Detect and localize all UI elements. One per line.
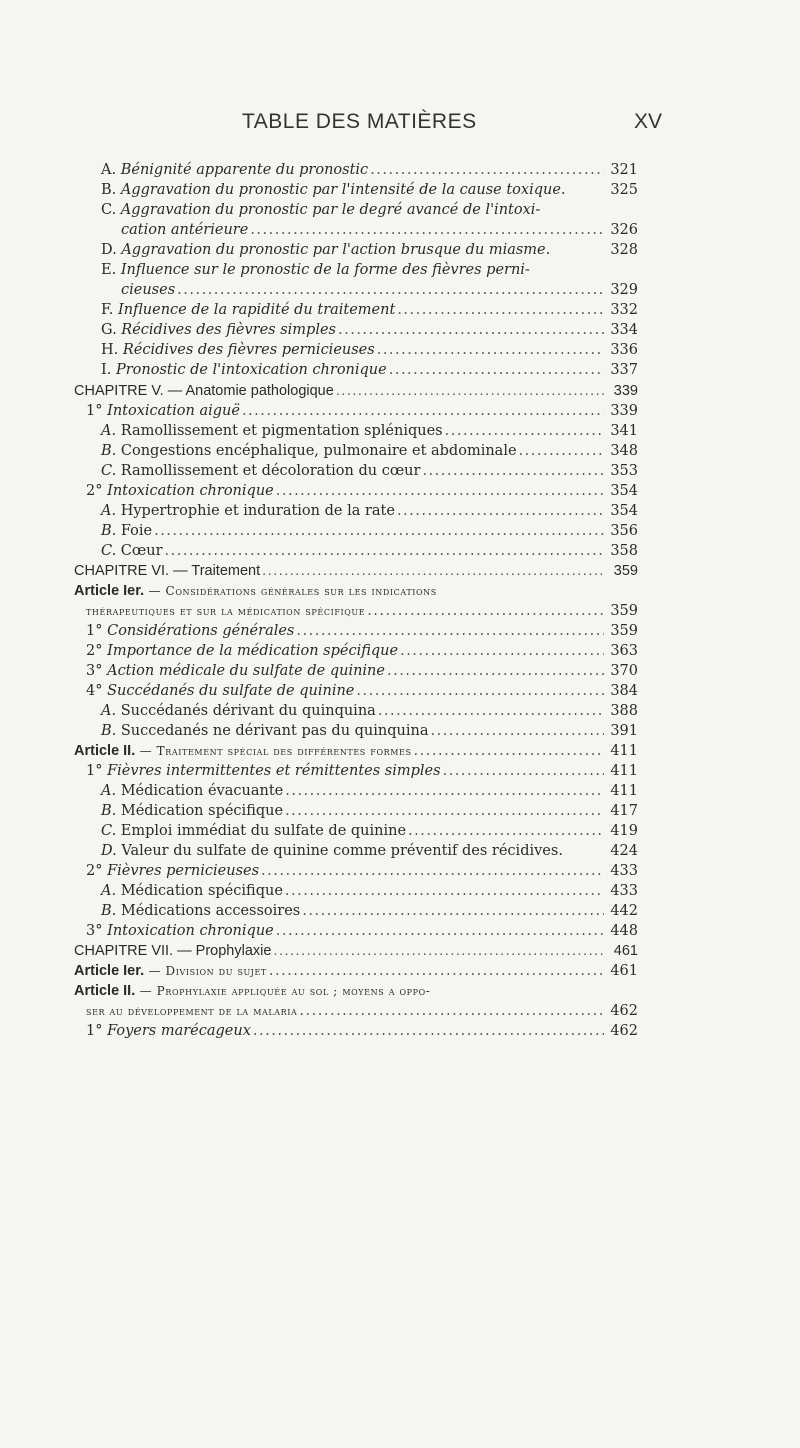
dot-leader (299, 1001, 604, 1021)
entry-page: 417 (610, 803, 638, 819)
entry-page: 461 (613, 943, 638, 959)
entry-label: 4° (86, 683, 103, 699)
entry-text: Foie (120, 523, 153, 539)
dot-leader (370, 160, 604, 180)
toc-entry (0, 621, 800, 641)
entry-label: 1° (86, 623, 103, 639)
toc-entry (0, 901, 800, 921)
entry-text: Valeur du sulfate de quinine comme préventif des récidives. (121, 843, 563, 859)
entry-page: 341 (610, 423, 638, 439)
entry-page: 359 (610, 603, 638, 619)
page-number: XV (634, 110, 663, 133)
entry-label: B. (101, 723, 117, 739)
entry-page: 359 (610, 623, 638, 639)
entry-text: Aggravation du pronostic par l'action brusque du miasme. (121, 242, 551, 258)
toc-entry (0, 661, 800, 681)
toc-entry (0, 761, 800, 781)
entry-label: 3° (86, 663, 103, 679)
toc-entry (0, 641, 800, 661)
chapter-label: CHAPITRE VII. — (74, 943, 196, 959)
entry-text: Succedanés ne dérivant pas du quinquina (120, 723, 429, 739)
entry-text: Action médicale du sulfate de quinine (107, 663, 385, 679)
dot-leader (367, 601, 604, 621)
dot-leader (356, 681, 604, 701)
dot-leader (165, 541, 605, 561)
entry-text: Bénignité apparente du pronostic (120, 162, 369, 178)
article-title: — Traitement spécial des différentes formes (135, 744, 412, 758)
dot-leader (276, 921, 604, 941)
entry-page: 332 (610, 302, 638, 318)
toc-chapter (0, 561, 800, 581)
dot-leader (302, 901, 604, 921)
entry-text: Aggravation du pronostic par l'intensité de la cause toxique. (120, 182, 566, 198)
entry-page: 411 (610, 743, 638, 759)
toc-entry (0, 501, 800, 521)
entry-page: 370 (610, 663, 638, 679)
entry-text: Importance de la médication spécifique (107, 643, 399, 659)
article-title: — Prophylaxie appliquée au sol ; moyens a oppo- (135, 984, 431, 998)
entry-page: 448 (610, 923, 638, 939)
entry-text: Pronostic de l'intoxication chronique (115, 362, 387, 378)
entry-page: 363 (610, 643, 638, 659)
entry-label: D. (101, 843, 117, 859)
toc-entry (0, 180, 800, 200)
entry-label: A. (101, 423, 117, 439)
dot-leader (338, 320, 604, 340)
dot-leader (408, 821, 604, 841)
entry-page: 419 (610, 823, 638, 839)
article-label: Article II. (74, 743, 136, 759)
entry-label: 1° (86, 403, 103, 419)
entry-page: 433 (610, 863, 638, 879)
entry-page: 462 (610, 1003, 638, 1019)
dot-leader (377, 340, 604, 360)
toc-entry (0, 300, 800, 320)
entry-label: A. (101, 162, 117, 178)
entry-label: C. (101, 202, 117, 218)
dot-leader (177, 280, 604, 300)
dot-leader (445, 421, 604, 441)
running-title: TABLE DES MATIÈRES (242, 110, 477, 133)
dot-leader (269, 961, 604, 981)
entry-label: 1° (86, 1023, 103, 1039)
toc-entry (0, 721, 800, 741)
toc-entry (0, 821, 800, 841)
entry-label: B. (101, 903, 117, 919)
entry-page: 354 (610, 483, 638, 499)
toc-article (0, 961, 800, 981)
chapter-title: Prophylaxie (195, 943, 272, 959)
entry-label: D. (101, 242, 117, 258)
toc-entry (0, 340, 800, 360)
toc-entry (0, 360, 800, 380)
toc-entry (0, 841, 800, 861)
entry-label: A. (101, 703, 117, 719)
article-title-continued: ser au développement de la malaria (86, 1004, 298, 1018)
toc-entry (0, 861, 800, 881)
entry-text: Intoxication chronique (107, 483, 274, 499)
chapter-label: CHAPITRE V. — (74, 383, 186, 399)
entry-text: Influence de la rapidité du traitement (118, 302, 396, 318)
entry-text: Fièvres intermittentes et rémittentes simples (107, 763, 441, 779)
entry-label: C. (101, 823, 117, 839)
entry-label: B. (101, 803, 117, 819)
dot-leader (387, 661, 604, 681)
toc-entry (0, 461, 800, 481)
toc-entry (0, 881, 800, 901)
entry-text: Médication évacuante (120, 783, 284, 799)
dot-leader (154, 521, 604, 541)
entry-page: 329 (610, 282, 638, 298)
toc-entry-line1 (0, 200, 800, 220)
entry-text: Médication spécifique (120, 883, 283, 899)
entry-page: 384 (610, 683, 638, 699)
toc-entry (0, 481, 800, 501)
entry-label: C. (101, 543, 117, 559)
entry-text: Cœur (120, 543, 163, 559)
toc-chapter (0, 381, 800, 401)
entry-label: C. (101, 463, 117, 479)
entry-page: 354 (610, 503, 638, 519)
entry-page: 321 (610, 162, 638, 178)
toc-article (0, 601, 800, 621)
entry-page: 336 (610, 342, 638, 358)
toc-entry (0, 521, 800, 541)
entry-page: 348 (610, 443, 638, 459)
entry-text: Récidives des fièvres simples (121, 322, 336, 338)
dot-leader (422, 461, 604, 481)
entry-label: 1° (86, 763, 103, 779)
entry-page: 339 (613, 383, 638, 399)
dot-leader (253, 1021, 604, 1041)
article-label: Article Ier. (74, 583, 145, 599)
toc-entry (0, 220, 800, 240)
toc-article-line1 (0, 581, 800, 601)
entry-text: Récidives des fièvres pernicieuses (122, 342, 375, 358)
entry-text: Ramollissement et décoloration du cœur (120, 463, 421, 479)
entry-text: Intoxication aiguë (107, 403, 240, 419)
toc-entry (0, 160, 800, 180)
dot-leader (397, 300, 604, 320)
entry-page: 462 (610, 1023, 638, 1039)
dot-leader (400, 641, 604, 661)
entry-text: Succédanés dérivant du quinquina (120, 703, 376, 719)
entry-page: 388 (610, 703, 638, 719)
entry-page: 461 (610, 963, 638, 979)
chapter-label: CHAPITRE VI. — (74, 563, 192, 579)
toc-entry-line1 (0, 260, 800, 280)
article-title: — Division du sujet (144, 964, 267, 978)
entry-text: Considérations générales (107, 623, 295, 639)
entry-page: 411 (610, 763, 638, 779)
entry-page: 326 (610, 222, 638, 238)
entry-label: A. (101, 503, 117, 519)
entry-text-continued: cation antérieure (121, 222, 249, 238)
entry-text: Intoxication chronique (107, 923, 274, 939)
toc-article (0, 741, 800, 761)
dot-leader (250, 220, 604, 240)
toc-entry (0, 280, 800, 300)
entry-label: I. (101, 362, 112, 378)
dot-leader (296, 621, 604, 641)
toc-chapter (0, 941, 800, 961)
entry-text: Succédanés du sulfate de quinine (107, 683, 355, 699)
entry-page: 337 (610, 362, 638, 378)
entry-text: Emploi immédiat du sulfate de quinine (120, 823, 407, 839)
entry-page: 334 (610, 322, 638, 338)
article-title-continued: thérapeutiques et sur la médication spécifique (86, 604, 366, 618)
entry-page: 442 (610, 903, 638, 919)
toc-entry (0, 1021, 800, 1041)
entry-text: Fièvres pernicieuses (107, 863, 260, 879)
entry-page: 325 (610, 182, 638, 198)
entry-text: Médication spécifique (120, 803, 284, 819)
dot-leader (285, 881, 604, 901)
dot-leader (336, 381, 604, 401)
dot-leader (262, 561, 604, 581)
entry-label: B. (101, 182, 117, 198)
toc-entry (0, 681, 800, 701)
entry-page: 353 (610, 463, 638, 479)
toc-entry (0, 921, 800, 941)
toc-article (0, 1001, 800, 1021)
entry-text: Congestions encéphalique, pulmonaire et abdominale (120, 443, 517, 459)
entry-label: A. (101, 783, 117, 799)
entry-text: Influence sur le pronostic de la forme des fièvres perni- (120, 262, 530, 278)
article-label: Article Ier. (74, 963, 145, 979)
entry-label: B. (101, 443, 117, 459)
entry-page: 391 (610, 723, 638, 739)
dot-leader (285, 781, 604, 801)
entry-label: B. (101, 523, 117, 539)
entry-page: 424 (610, 843, 638, 859)
entry-page: 356 (610, 523, 638, 539)
dot-leader (519, 441, 604, 461)
entry-text: Ramollissement et pigmentation spléniques (120, 423, 443, 439)
entry-label: 3° (86, 923, 103, 939)
entry-page: 328 (610, 242, 638, 258)
dot-leader (261, 861, 604, 881)
toc-entry (0, 421, 800, 441)
entry-label: 2° (86, 863, 103, 879)
entry-text: Médications accessoires (120, 903, 301, 919)
chapter-title: Anatomie pathologique (185, 383, 334, 399)
toc-entry (0, 240, 800, 260)
dot-leader (276, 481, 604, 501)
dot-leader (443, 761, 604, 781)
entry-page: 433 (610, 883, 638, 899)
dot-leader (389, 360, 604, 380)
dot-leader (242, 401, 604, 421)
entry-label: H. (101, 342, 119, 358)
toc-article-line1 (0, 981, 800, 1001)
entry-label: G. (101, 322, 117, 338)
entry-label: A. (101, 883, 117, 899)
article-label: Article II. (74, 983, 136, 999)
toc-entry (0, 401, 800, 421)
entry-label: 2° (86, 643, 103, 659)
entry-text-continued: cieuses (121, 282, 176, 298)
entry-page: 339 (610, 403, 638, 419)
toc-entry (0, 541, 800, 561)
dot-leader (285, 801, 604, 821)
page-header (0, 110, 800, 140)
entry-text: Aggravation du pronostic par le degré avancé de l'intoxi- (120, 202, 541, 218)
table-of-contents (0, 160, 800, 1041)
toc-entry (0, 701, 800, 721)
toc-entry (0, 801, 800, 821)
entry-label: F. (101, 302, 114, 318)
chapter-title: Traitement (191, 563, 261, 579)
entry-label: E. (101, 262, 117, 278)
entry-label: 2° (86, 483, 103, 499)
entry-page: 358 (610, 543, 638, 559)
toc-entry (0, 781, 800, 801)
dot-leader (414, 741, 604, 761)
article-title: — Considérations générales sur les indications (144, 584, 437, 598)
toc-entry (0, 320, 800, 340)
entry-text: Hypertrophie et induration de la rate (120, 503, 395, 519)
toc-entry (0, 441, 800, 461)
entry-text: Foyers marécageux (107, 1023, 251, 1039)
entry-page: 411 (610, 783, 638, 799)
entry-page: 359 (613, 563, 638, 579)
dot-leader (397, 501, 604, 521)
dot-leader (378, 701, 604, 721)
dot-leader (273, 941, 604, 961)
dot-leader (430, 721, 604, 741)
